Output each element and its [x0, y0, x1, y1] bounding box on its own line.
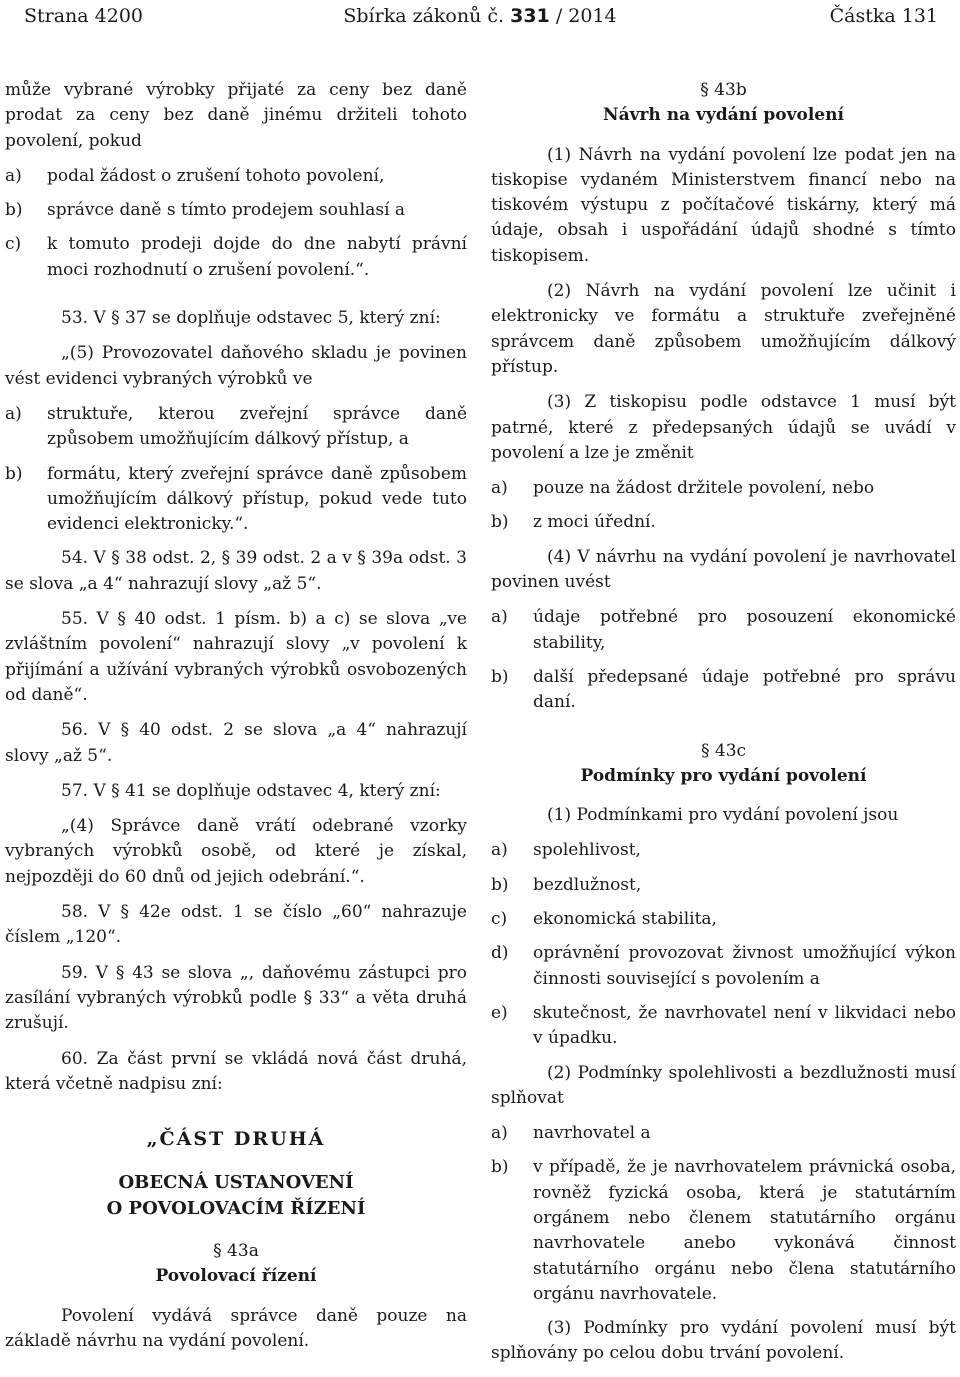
item-text: údaje potřebné pro posouzení ekonomické stability,: [533, 607, 956, 653]
list-item: [491, 1155, 956, 1307]
amendment-59: 59. V § 43 se slova „, daňovému zástupci pro zasílání vybraných výrobků podle § 33“ a věta druhá zrušují.: [5, 962, 467, 1034]
section-43c-title: Podmínky pro vydání povolení: [580, 765, 867, 786]
item-text: z moci úřední.: [533, 512, 656, 533]
left-column: [5, 78, 467, 1364]
list-item: [5, 198, 467, 223]
paragraph-43b-3: (3) Z tiskopisu podle odstavce 1 musí být patrné, které z předepsaných údajů se uvádí v povolení a lze je změnit: [491, 392, 956, 463]
amendment-54: 54. V § 38 odst. 2, § 39 odst. 2 a v § 39a odst. 3 se slova „a 4“ nahrazují slovy „až 5“.: [5, 548, 467, 594]
item-label: a): [491, 1123, 508, 1144]
part-number: Částka 131: [829, 5, 938, 27]
amendment-58: 58. V § 42e odst. 1 se číslo „60“ nahrazuje číslem „120“.: [5, 902, 467, 948]
item-text: bezdlužnost,: [533, 874, 642, 895]
item-text: k tomuto prodeji dojde do dne nabytí právní moci rozhodnutí o zrušení povolení.“.: [47, 234, 467, 280]
part-heading-line-1: OBECNÁ USTANOVENÍ: [118, 1172, 354, 1194]
part-heading: [5, 1170, 467, 1221]
part-title: „ČÁST DRUHÁ: [146, 1128, 326, 1151]
item-text: formátu, který zveřejní správce daně způsobem umožňujícím dálkový přístup, pokud vede tuto evidenci elektronicky.“.: [47, 463, 467, 535]
list-item: [491, 907, 956, 932]
item-text: struktuře, kterou zveřejní správce daně způsobem umožňujícím dálkový přístup, a: [47, 403, 467, 450]
section-43a-text: Povolení vydává správce daně pouze na základě návrhu na vydání povolení.: [5, 1305, 467, 1351]
section-43a-title: Povolovací řízení: [155, 1266, 317, 1287]
paragraph-43c-2: (2) Podmínky spolehlivosti a bezdlužnosti musí splňovat: [491, 1062, 956, 1108]
item-text: ekonomická stabilita,: [533, 909, 717, 930]
list-item: [491, 605, 956, 656]
amendment-57: 57. V § 41 se doplňuje odstavec 4, který zní:: [61, 780, 441, 801]
amendment-60: 60. Za část první se vkládá nová část druhá, která včetně nadpisu zní:: [5, 1048, 467, 1094]
item-text: skutečnost, že navrhovatel není v likvidaci nebo v úpadku.: [533, 1002, 956, 1049]
item-label: a): [5, 403, 22, 424]
amendment-55: 55. V § 40 odst. 1 písm. b) a c) se slova „ve zvláštním povolení“ nahrazují slovy „v povolení k přijímání a užívání vybraných výrobků osvobozených od daně“.: [5, 609, 467, 705]
paragraph-43b-1: (1) Návrh na vydání povolení lze podat jen na tiskopise vydaném Ministerstvem financí nebo na tiskovém výstupu z počítačové tiskárny, který má údaje, obsah i uspořádání údajů shodné s tímto tiskopisem.: [491, 144, 956, 266]
amendment-56: 56. V § 40 odst. 2 se slova „a 4“ nahrazují slovy „až 5“.: [5, 720, 467, 766]
item-text: oprávnění provozovat živnost umožňující výkon činnosti související s povolením a: [533, 943, 956, 989]
paragraph-43c-3: (3) Podmínky pro vydání povolení musí být splňovány po celou dobu trvání povolení.: [491, 1318, 956, 1364]
list-item: [5, 164, 467, 189]
item-label: b): [491, 512, 509, 533]
list-item: [5, 462, 467, 538]
item-label: a): [491, 478, 508, 499]
list-item: [491, 1001, 956, 1052]
item-text: správce daně s tímto prodejem souhlasí a: [47, 200, 406, 221]
paragraph-43b-2: (2) Návrh na vydání povolení lze učinit i elektronicky ve formátu a struktuře zveřejněné správcem daně způsobem umožňujícím dálkový přístup.: [491, 281, 956, 377]
item-label: b): [5, 200, 23, 221]
item-label: a): [491, 840, 508, 861]
page-number: Strana 4200: [24, 5, 144, 27]
list-item: [5, 232, 467, 283]
item-text: v případě, že je navrhovatelem právnická osoba, rovněž fyzická osoba, která je statutárním orgánem nebo členem statutárního orgánu navrhovatele anebo vykonává činnost statutárního orgánu nebo člena statutárního orgánu navrhovatele.: [533, 1157, 956, 1304]
item-label: a): [491, 607, 508, 628]
amendment-57-quote: „(4) Správce daně vrátí odebrané vzorky vybraných výrobků osobě, od které je získal, nejpozději do 60 dnů od jejich odebrání.“.: [5, 816, 467, 887]
collection-prefix: Sbírka zákonů č.: [343, 5, 511, 27]
list-item: [491, 838, 956, 863]
item-label: a): [5, 165, 22, 186]
section-43b-title: Návrh na vydání povolení: [603, 105, 844, 126]
item-text: navrhovatel a: [533, 1123, 651, 1144]
law-number: 331: [510, 5, 550, 27]
item-label: c): [5, 234, 22, 255]
paragraph-43c-1: (1) Podmínkami pro vydání povolení jsou: [547, 805, 899, 826]
item-label: e): [491, 1002, 508, 1023]
section-43c-number: § 43c: [700, 740, 747, 761]
item-text: podal žádost o zrušení tohoto povolení,: [47, 165, 385, 186]
item-label: c): [491, 909, 508, 930]
section-43a-number: § 43a: [213, 1240, 259, 1261]
part-heading-line-2: O POVOLOVACÍM ŘÍZENÍ: [106, 1197, 366, 1219]
law-year: / 2014: [549, 5, 617, 27]
collection-title: [0, 2, 960, 30]
item-text: spolehlivost,: [533, 840, 641, 861]
list-item: [491, 873, 956, 898]
item-label: b): [491, 666, 509, 687]
list-item: [491, 510, 956, 535]
item-label: b): [491, 1157, 509, 1178]
amendment-53-quote: „(5) Provozovatel daňového skladu je povinen vést evidenci vybraných výrobků ve: [5, 343, 467, 389]
item-text: pouze na žádost držitele povolení, nebo: [533, 478, 875, 499]
item-label: b): [5, 463, 23, 484]
item-label: b): [491, 874, 509, 895]
right-column: [491, 78, 956, 1377]
amendment-53: 53. V § 37 se doplňuje odstavec 5, který zní:: [61, 308, 441, 329]
list-item: [5, 402, 467, 453]
intro-paragraph: může vybrané výrobky přijaté za ceny bez daně prodat za ceny bez daně jinému držiteli tohoto povolení, pokud: [5, 80, 467, 151]
list-item: [491, 1121, 956, 1146]
list-item: [491, 476, 956, 501]
paragraph-43b-4: (4) V návrhu na vydání povolení je navrhovatel povinen uvést: [491, 546, 956, 593]
item-text: další předepsané údaje potřebné pro správu daní.: [533, 666, 956, 713]
page-header: [0, 2, 960, 36]
section-43b-number: § 43b: [700, 80, 747, 100]
list-item: [491, 941, 956, 992]
item-label: d): [491, 943, 509, 964]
list-item: [491, 665, 956, 716]
